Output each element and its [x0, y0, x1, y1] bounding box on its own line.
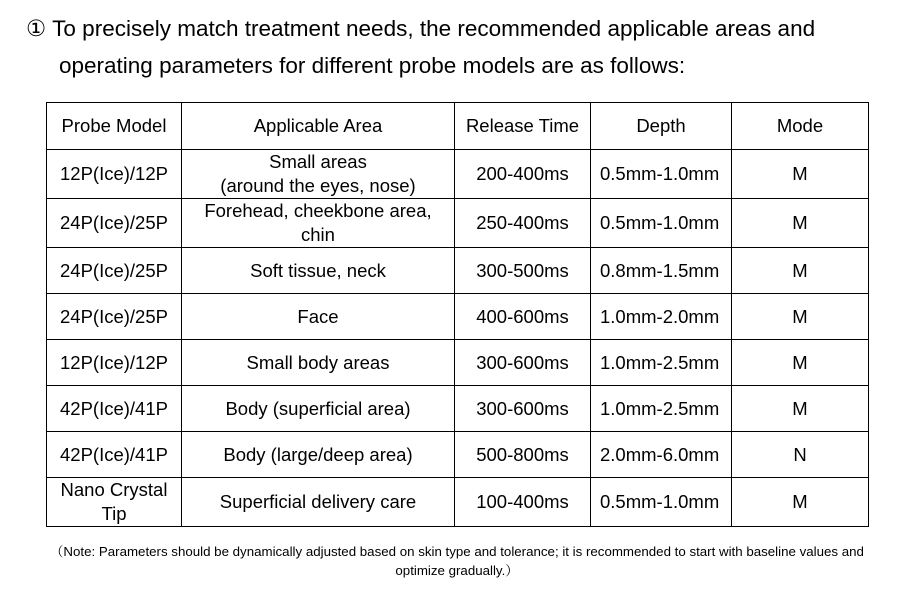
area-line: Face	[297, 305, 339, 327]
area-line: Small areas	[269, 151, 367, 172]
intro-paragraph	[26, 10, 896, 84]
header-depth: Depth	[591, 103, 732, 150]
cell-probe-model: 24P(Ice)/25P	[47, 294, 182, 340]
header-release-time: Release Time	[455, 103, 591, 150]
cell-applicable-area	[182, 386, 455, 432]
cell-applicable-area	[182, 432, 455, 478]
cell-release-time: 500-800ms	[455, 432, 591, 478]
cell-applicable-area	[182, 294, 455, 340]
cell-depth: 0.8mm-1.5mm	[591, 248, 732, 294]
table-row	[47, 340, 869, 386]
probe-parameters-table	[46, 102, 869, 527]
cell-applicable-area	[182, 248, 455, 294]
cell-depth: 1.0mm-2.0mm	[591, 294, 732, 340]
cell-applicable-area	[182, 478, 455, 527]
table-row	[47, 478, 869, 527]
table-row	[47, 199, 869, 248]
cell-mode: N	[732, 432, 869, 478]
cell-mode: M	[732, 294, 869, 340]
header-mode: Mode	[732, 103, 869, 150]
intro-line-2: operating parameters for different probe models are as follows:	[59, 53, 686, 78]
cell-release-time: 400-600ms	[455, 294, 591, 340]
area-line: Forehead, cheekbone area,	[204, 200, 432, 221]
area-line: Superficial delivery care	[219, 491, 417, 512]
header-probe-model: Probe Model	[47, 103, 182, 150]
cell-mode: M	[732, 248, 869, 294]
cell-release-time: 300-600ms	[455, 340, 591, 386]
cell-probe-model: 12P(Ice)/12P	[47, 340, 182, 386]
table-row	[47, 150, 869, 199]
area-line: Body (superficial area)	[225, 397, 411, 419]
cell-mode: M	[732, 150, 869, 199]
area-line: Small body areas	[246, 351, 390, 373]
note-text: （Note: Parameters should be dynamically adjusted based on skin type and tolerance; it is recommended to start with baseline values and optimize gradually.）	[50, 544, 864, 578]
cell-depth: 1.0mm-2.5mm	[591, 340, 732, 386]
cell-release-time: 200-400ms	[455, 150, 591, 199]
cell-probe-model: Nano Crystal Tip	[47, 478, 182, 527]
cell-release-time: 300-600ms	[455, 386, 591, 432]
cell-applicable-area	[182, 340, 455, 386]
intro-marker: ①	[26, 16, 47, 41]
header-applicable-area: Applicable Area	[182, 103, 455, 150]
cell-release-time: 250-400ms	[455, 199, 591, 248]
cell-probe-model: 12P(Ice)/12P	[47, 150, 182, 199]
cell-mode: M	[732, 199, 869, 248]
table-body	[47, 150, 869, 527]
table-row	[47, 386, 869, 432]
cell-depth: 0.5mm-1.0mm	[591, 150, 732, 199]
area-line: chin	[301, 224, 335, 245]
table-row	[47, 432, 869, 478]
cell-applicable-area	[182, 199, 455, 248]
area-line: Soft tissue, neck	[250, 259, 386, 281]
cell-mode: M	[732, 386, 869, 432]
cell-probe-model: 24P(Ice)/25P	[47, 199, 182, 248]
cell-mode: M	[732, 478, 869, 527]
cell-release-time: 300-500ms	[455, 248, 591, 294]
table-header-row	[47, 103, 869, 150]
cell-release-time: 100-400ms	[455, 478, 591, 527]
table-row	[47, 248, 869, 294]
cell-depth: 2.0mm-6.0mm	[591, 432, 732, 478]
table-row	[47, 294, 869, 340]
cell-probe-model: 24P(Ice)/25P	[47, 248, 182, 294]
cell-depth: 0.5mm-1.0mm	[591, 199, 732, 248]
cell-mode: M	[732, 340, 869, 386]
cell-probe-model: 42P(Ice)/41P	[47, 386, 182, 432]
area-line: (around the eyes, nose)	[220, 175, 416, 196]
cell-depth: 1.0mm-2.5mm	[591, 386, 732, 432]
intro-line-1: To precisely match treatment needs, the recommended applicable areas and	[52, 16, 816, 41]
cell-probe-model: 42P(Ice)/41P	[47, 432, 182, 478]
area-line: Body (large/deep area)	[223, 443, 413, 465]
cell-depth: 0.5mm-1.0mm	[591, 478, 732, 527]
cell-applicable-area	[182, 150, 455, 199]
